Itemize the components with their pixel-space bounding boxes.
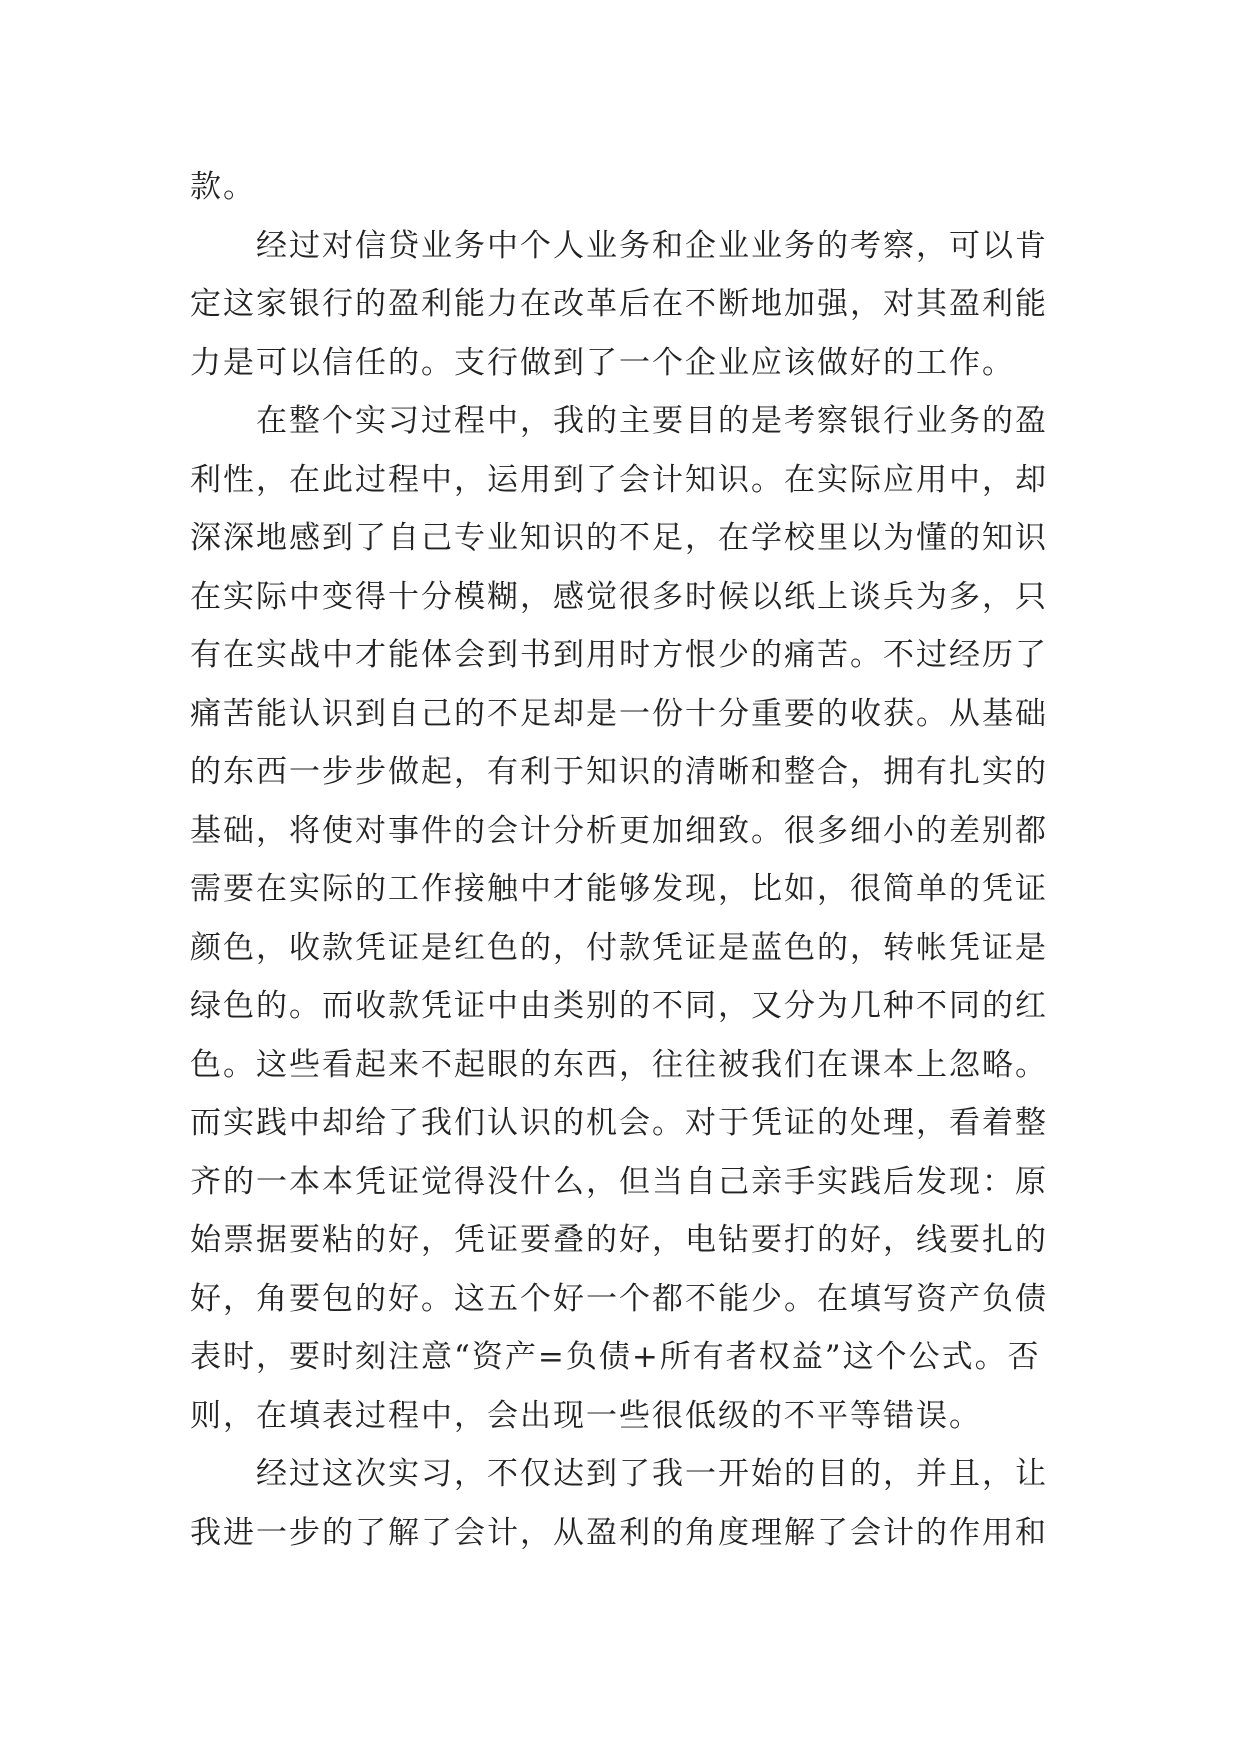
text-line: 表时，要时刻注意“资产=负债+所有者权益”这个公式。否 xyxy=(190,1339,1041,1375)
text-line: 则，在填表过程中，会出现一些很低级的不平等错误。 xyxy=(190,1397,982,1434)
text-line: 有在实战中才能体会到书到用时方恨少的痛苦。不过经历了 xyxy=(190,637,1048,673)
text-line: 深深地感到了自己专业知识的不足，在学校里以为懂的知识 xyxy=(190,520,1048,556)
text-line: 定这家银行的盈利能力在改革后在不断地加强，对其盈利能 xyxy=(190,286,1048,322)
text-line: 力是可以信任的。支行做到了一个企业应该做好的工作。 xyxy=(190,344,1015,381)
text-line: 在整个实习过程中，我的主要目的是考察银行业务的盈 xyxy=(256,403,1048,439)
text-line: 色。这些看起来不起眼的东西，往往被我们在课本上忽略。 xyxy=(190,1046,1048,1083)
document-body xyxy=(190,158,1090,1562)
text-line: 齐的一本本凭证觉得没什么，但当自己亲手实践后发现：原 xyxy=(190,1163,1048,1200)
text-line: 绿色的。而收款凭证中由类别的不同，又分为几种不同的红 xyxy=(190,988,1048,1024)
text-line: 的东西一步步做起，有利于知识的清晰和整合，拥有扎实的 xyxy=(190,754,1048,790)
text-line: 而实践中却给了我们认识的机会。对于凭证的处理，看着整 xyxy=(190,1105,1048,1141)
text-line: 基础，将使对事件的会计分析更加细致。很多细小的差别都 xyxy=(190,812,1048,849)
text-line: 颜色，收款凭证是红色的，付款凭证是蓝色的，转帐凭证是 xyxy=(190,929,1048,966)
text-line: 需要在实际的工作接触中才能够发现，比如，很简单的凭证 xyxy=(190,871,1048,907)
text-line: 始票据要粘的好，凭证要叠的好，电钻要打的好，线要扎的 xyxy=(190,1222,1048,1258)
text-line: 款。 xyxy=(190,169,256,205)
text-line: 痛苦能认识到自己的不足却是一份十分重要的收获。从基础 xyxy=(190,695,1048,732)
text-line: 经过对信贷业务中个人业务和企业业务的考察，可以肯 xyxy=(256,227,1048,264)
text-line: 好，角要包的好。这五个好一个都不能少。在填写资产负债 xyxy=(190,1280,1048,1317)
text-line: 利性，在此过程中，运用到了会计知识。在实际应用中，却 xyxy=(190,461,1048,498)
text-line: 我进一步的了解了会计，从盈利的角度理解了会计的作用和 xyxy=(190,1514,1048,1551)
text-line: 经过这次实习，不仅达到了我一开始的目的，并且，让 xyxy=(256,1456,1048,1492)
text-line: 在实际中变得十分模糊，感觉很多时候以纸上谈兵为多，只 xyxy=(190,578,1048,615)
